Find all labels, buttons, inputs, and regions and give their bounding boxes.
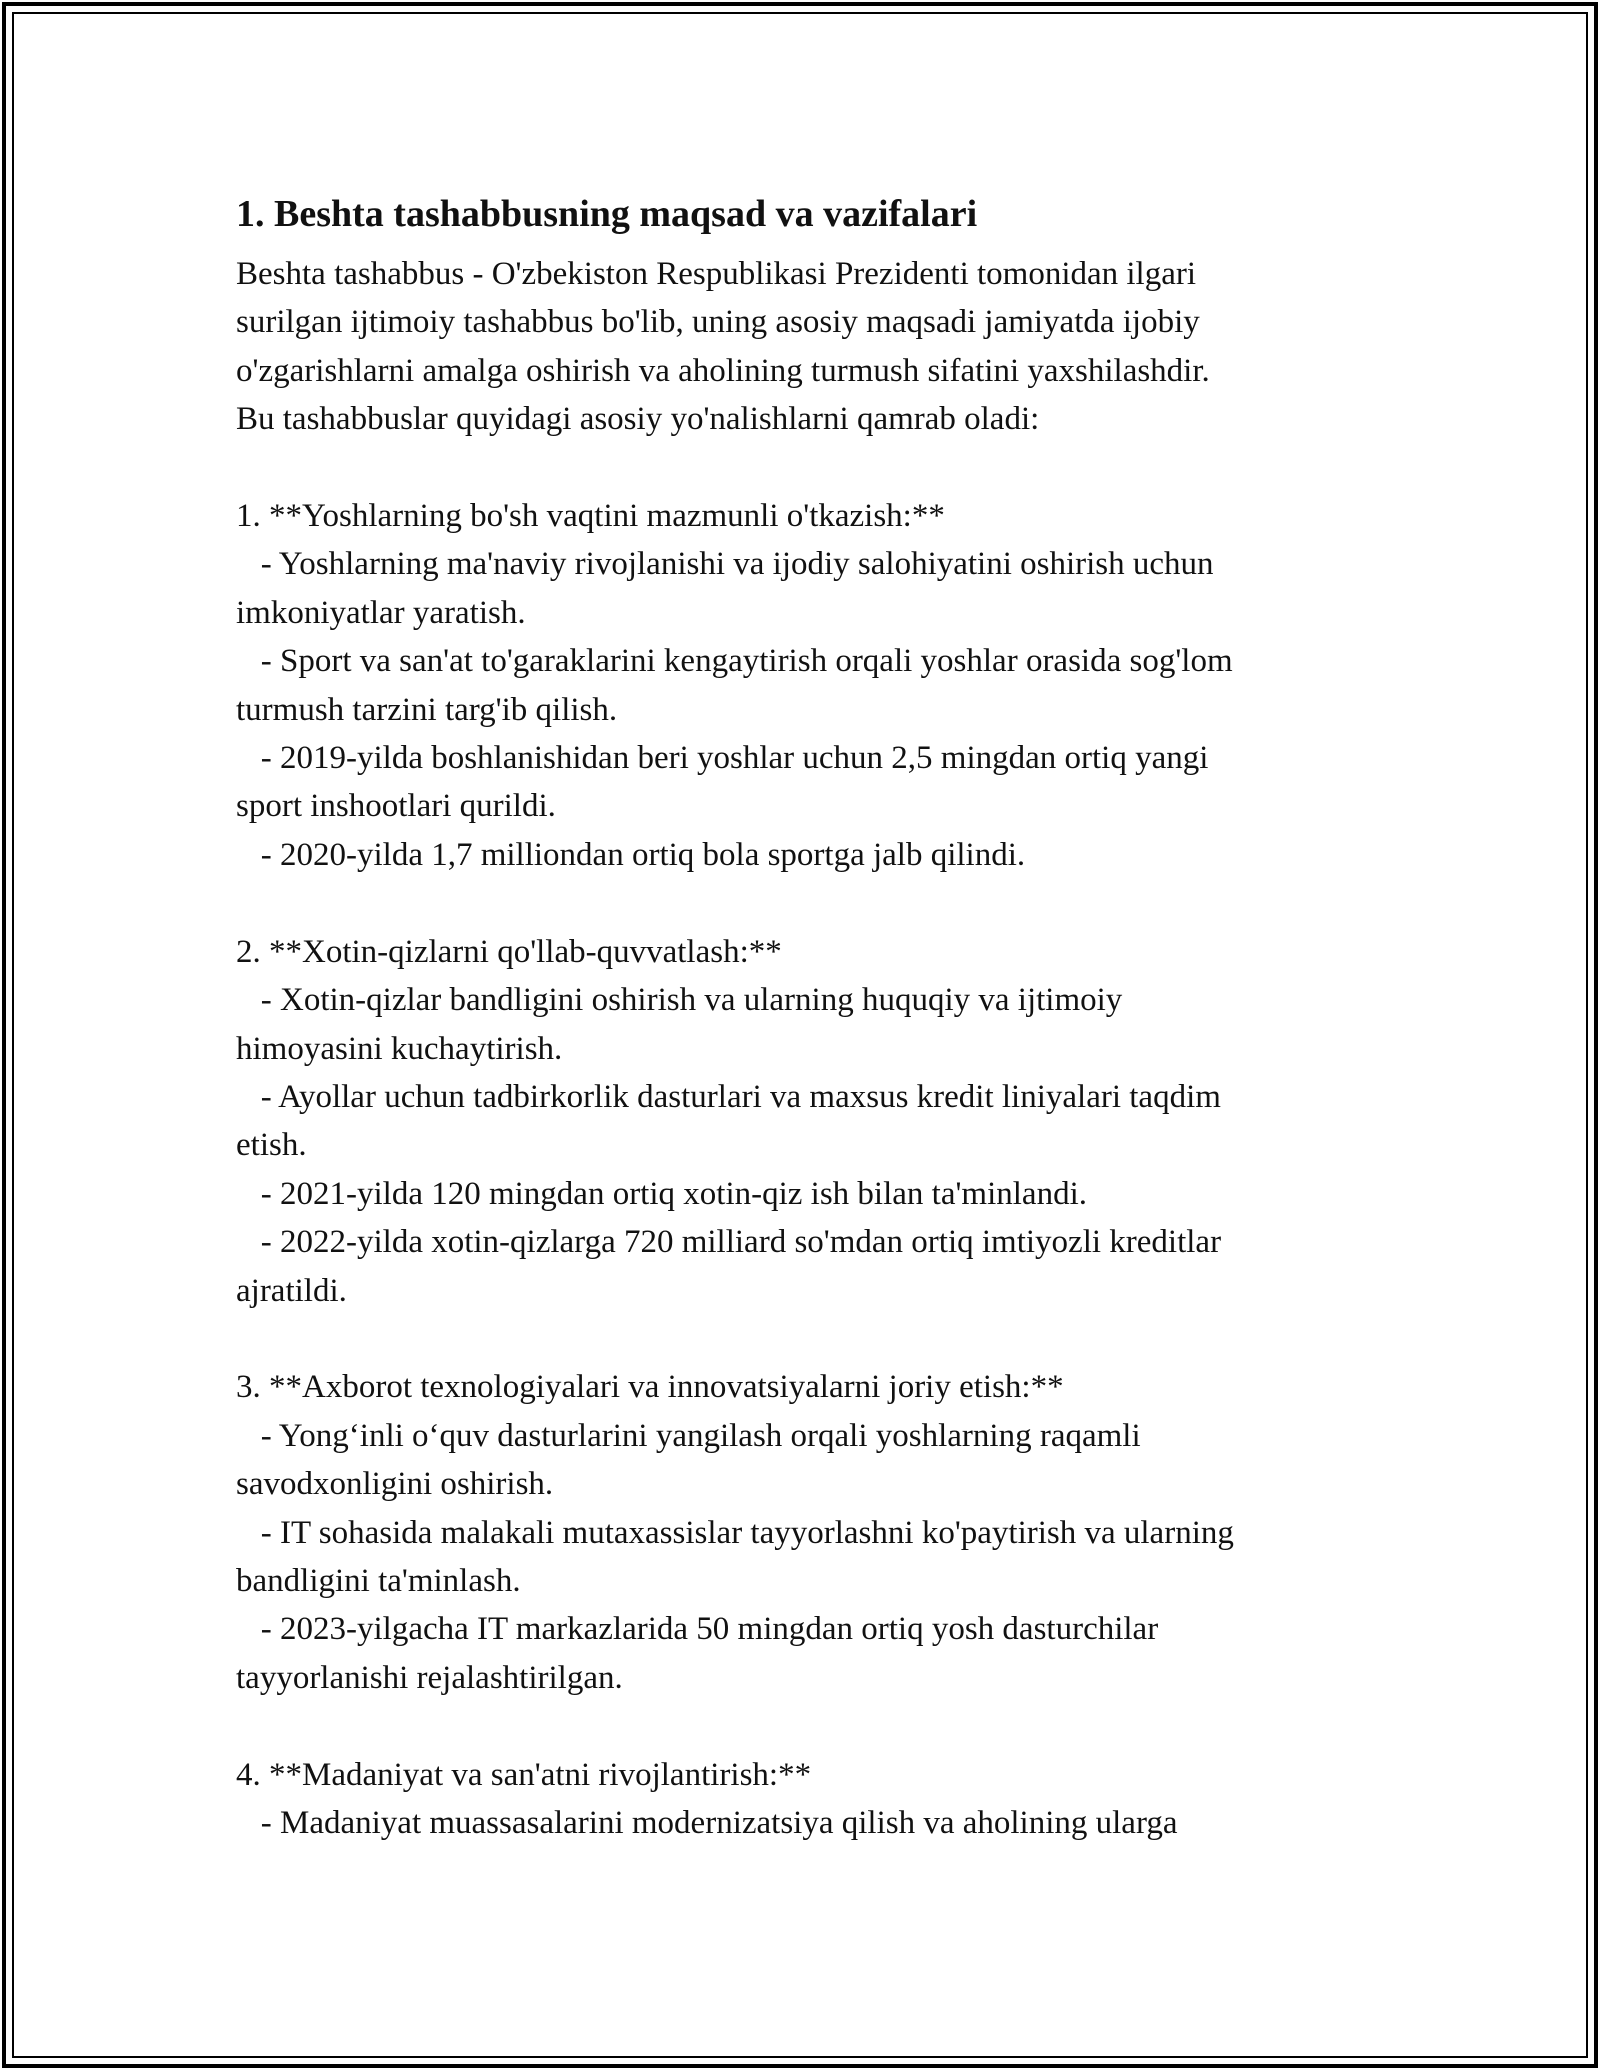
- text-line: 1. **Yoshlarning bo'sh vaqtini mazmunli o'tkazish:**: [236, 498, 945, 535]
- text-line: - Ayollar uchun tadbirkorlik dasturlari va maxsus kredit liniyalari taqdim: [236, 1078, 1221, 1115]
- text-line: - Madaniyat muassasalarini modernizatsiya qilish va aholining ularga: [236, 1805, 1178, 1841]
- text-line: imkoniyatlar yaratish.: [236, 594, 526, 631]
- text-line: o'zgarishlarni amalga oshirish va aholining turmush sifatini yaxshilashdir.: [236, 352, 1210, 389]
- blank-line: [236, 1702, 1366, 1750]
- text-line: himoyasini kuchaytirish.: [236, 1030, 563, 1067]
- text-line: - Xotin-qizlar bandligini oshirish va ularning huquqiy va ijtimoiy: [236, 982, 1123, 1019]
- text-line: - 2020-yilda 1,7 milliondan ortiq bola sportga jalb qilindi.: [236, 836, 1026, 873]
- text-line: - Yong‘inli o‘quv dasturlarini yangilash orqali yoshlarning raqamli: [236, 1417, 1141, 1454]
- text-line: - 2019-yilda boshlanishidan beri yoshlar uchun 2,5 mingdan ortiq yangi: [236, 740, 1209, 777]
- text-line: 2. **Xotin-qizlarni qo'llab-quvvatlash:**: [236, 933, 782, 970]
- blank-line: [236, 1315, 1366, 1363]
- text-line: - 2021-yilda 120 mingdan ortiq xotin-qiz ish bilan ta'minlandi.: [236, 1175, 1087, 1212]
- text-line: - Yoshlarning ma'naviy rivojlanishi va ijodiy salohiyatini oshirish uchun: [236, 546, 1214, 583]
- section-text: [236, 250, 1366, 1847]
- blank-line: [236, 444, 1366, 492]
- text-line: surilgan ijtimoiy tashabbus bo'lib, uning asosiy maqsadi jamiyatda ijobiy: [236, 304, 1200, 341]
- blank-line: [236, 879, 1366, 927]
- section-heading: 1. Beshta tashabbusning maqsad va vazifalari: [236, 193, 978, 235]
- text-line: - 2022-yilda xotin-qizlarga 720 milliard so'mdan ortiq imtiyozli kreditlar: [236, 1224, 1222, 1261]
- text-line: bandligini ta'minlash.: [236, 1562, 521, 1599]
- text-line: Beshta tashabbus - O'zbekiston Respublikasi Prezidenti tomonidan ilgari: [236, 256, 1197, 292]
- text-line: 3. **Axborot texnologiyalari va innovatsiyalarni joriy etish:**: [236, 1369, 1064, 1406]
- text-line: Bu tashabbuslar quyidagi asosiy yo'nalishlarni qamrab oladi:: [236, 401, 1040, 438]
- text-line: turmush tarzini targ'ib qilish.: [236, 691, 618, 728]
- text-line: - 2023-yilgacha IT markazlarida 50 mingdan ortiq yosh dasturchilar: [236, 1611, 1159, 1648]
- text-line: - IT sohasida malakali mutaxassislar tayyorlashni ko'paytirish va ularning: [236, 1514, 1234, 1551]
- text-line: savodxonligini oshirish.: [236, 1466, 554, 1503]
- text-line: etish.: [236, 1127, 307, 1164]
- document-body: [236, 188, 1366, 1847]
- text-line: tayyorlanishi rejalashtirilgan.: [236, 1659, 623, 1696]
- text-line: ajratildi.: [236, 1272, 347, 1309]
- text-line: - Sport va san'at to'garaklarini kengaytirish orqali yoshlar orasida sog'lom: [236, 643, 1233, 680]
- text-line: 4. **Madaniyat va san'atni rivojlantirish:**: [236, 1756, 812, 1793]
- text-line: sport inshootlari qurildi.: [236, 788, 556, 825]
